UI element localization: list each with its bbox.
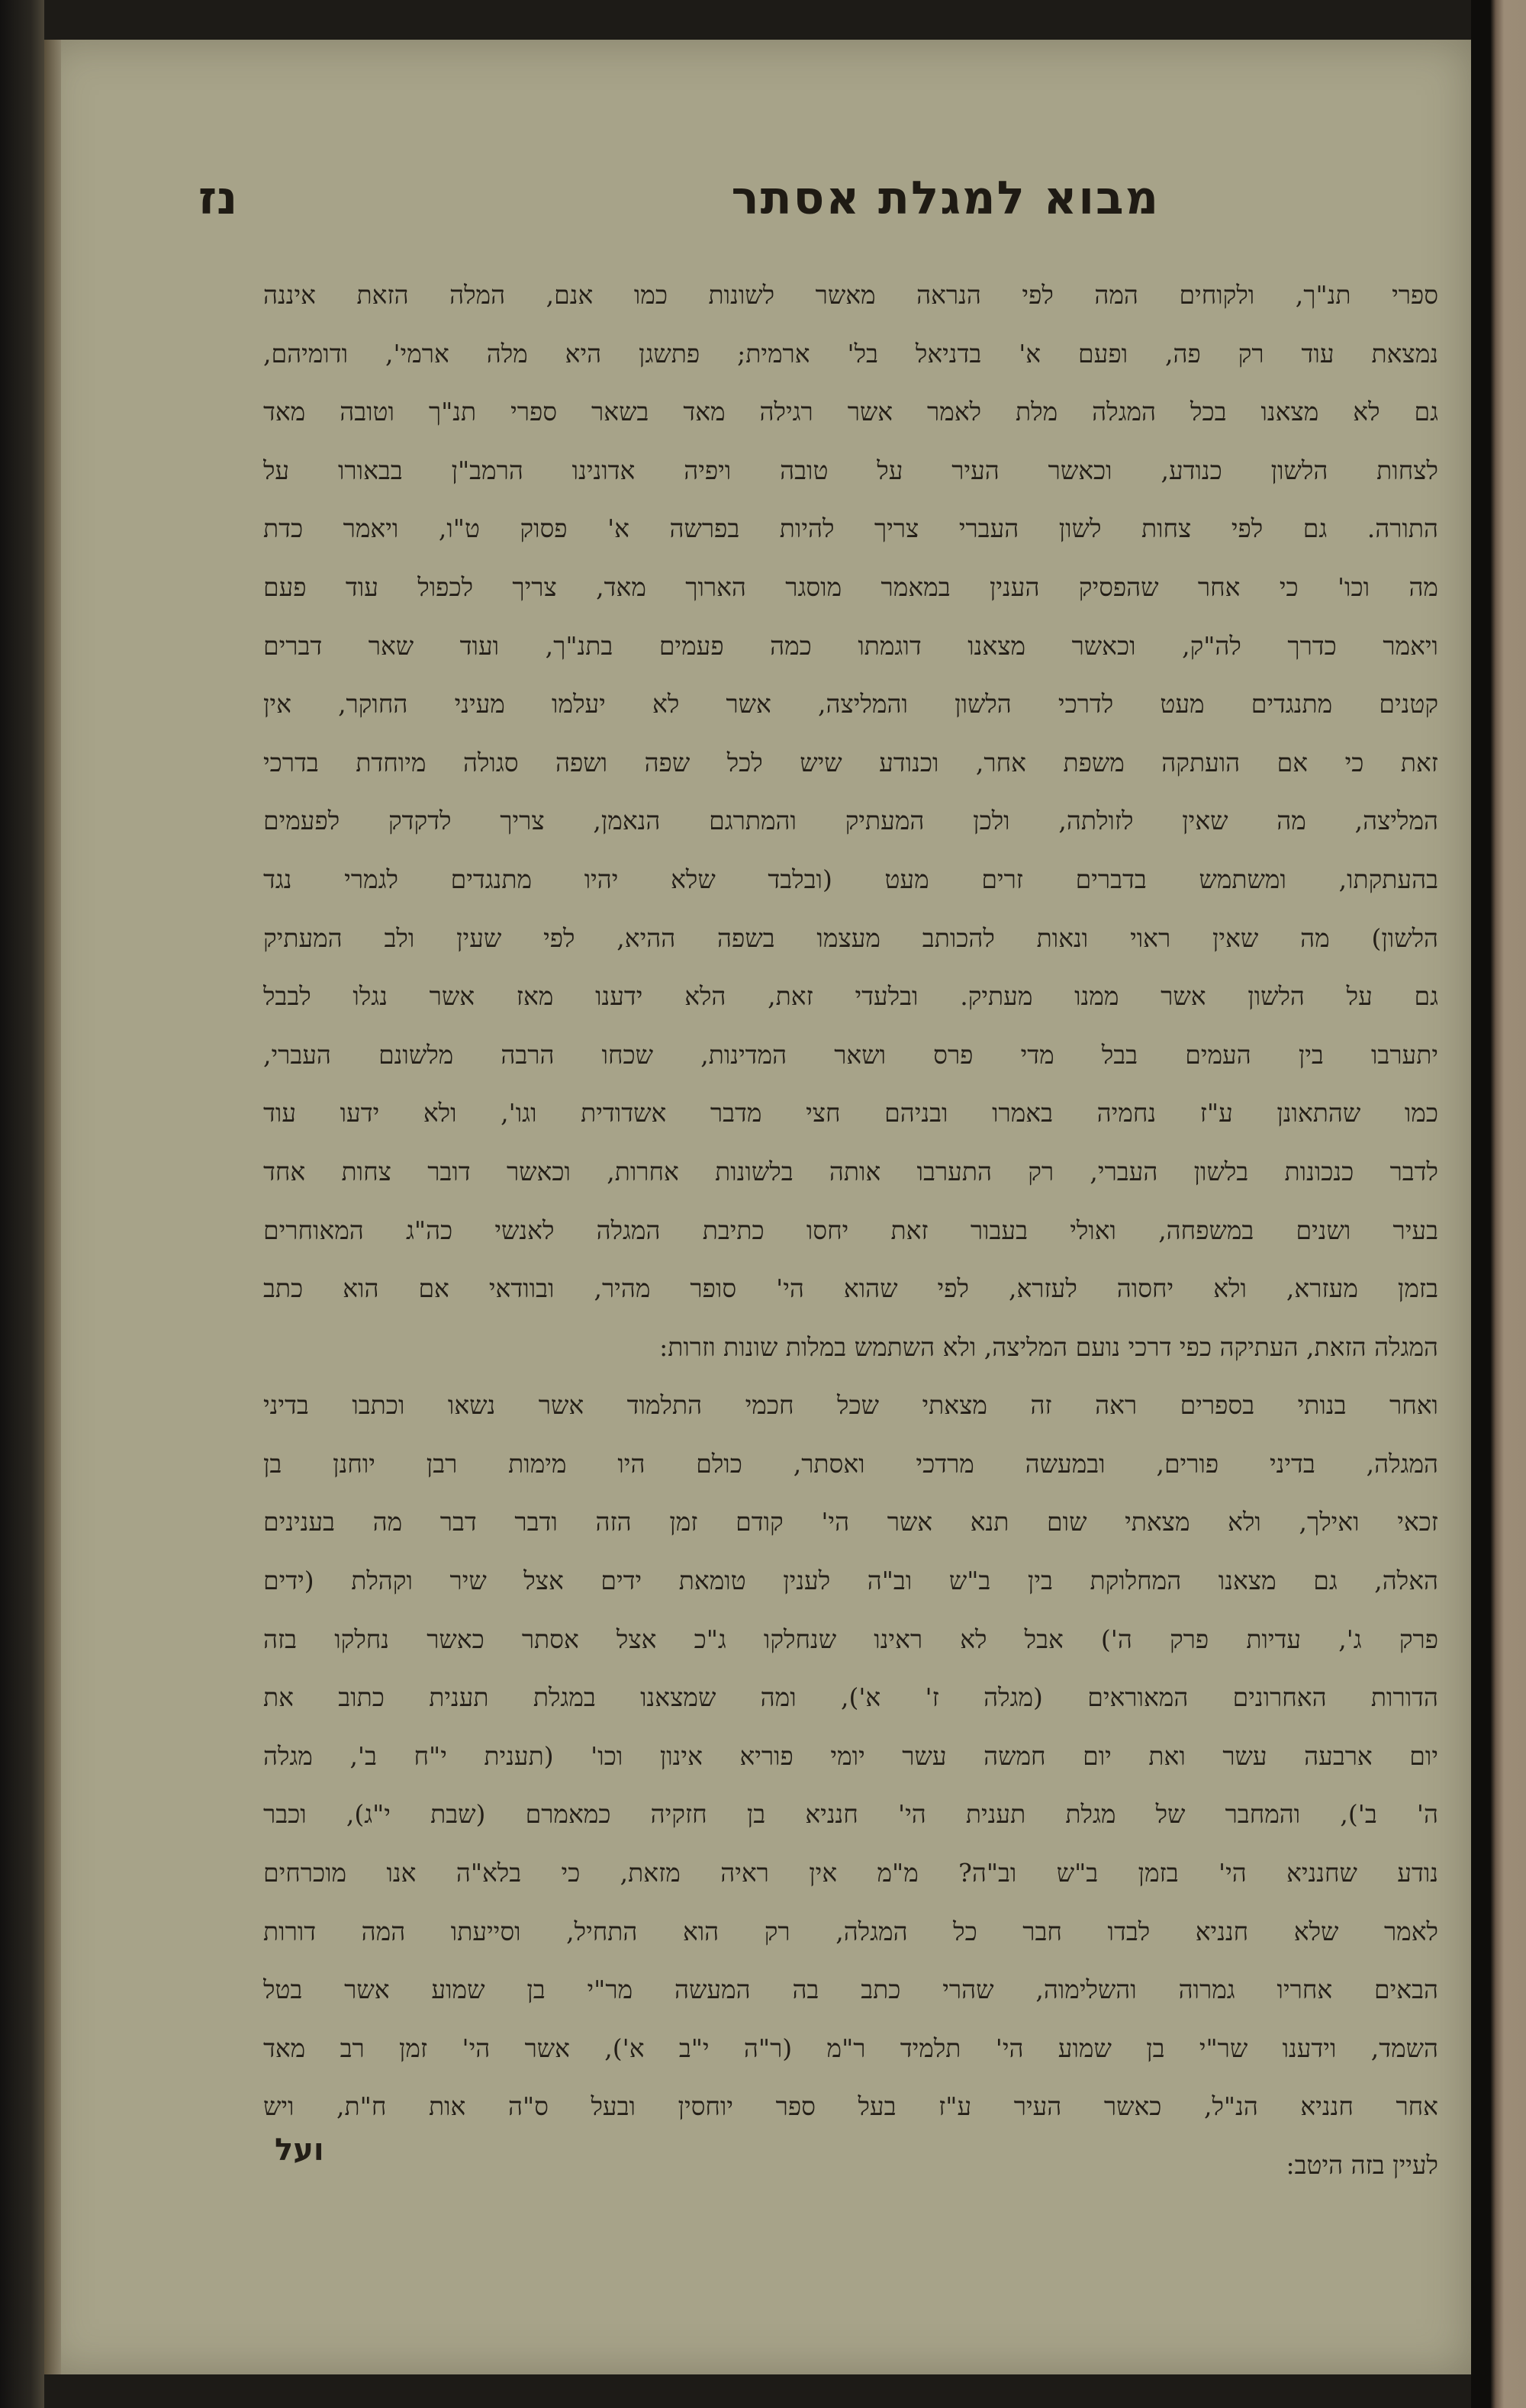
text-line: לדבר כנכונות בלשון העברי, רק התערבו אותה בלשונות אחרות, וכאשר דובר צחות אחד <box>263 1156 1438 1186</box>
facing-page-edge <box>1471 0 1526 2408</box>
text-line: יום ארבעה עשר ואת יום חמשה עשר יומי פוריא אינון וכו' (תענית י"ח ב', מגלה <box>263 1740 1438 1771</box>
text-line: הבאים אחריו גמרוה והשלימוה, שהרי כתב בה המעשה מר"י בן שמוע אשר בטל <box>263 1975 1438 2005</box>
text-line: המגלה, בדיני פורים, ובמעשה מרדכי ואסתר, כולם היו מימות רבן יוחנן בן <box>263 1448 1438 1479</box>
text-line: מה וכו' כי אחר שהפסיק הענין במאמר מוסגר הארוך מאד, צריך לכפול עוד פעם <box>263 571 1438 602</box>
text-line: לצחות הלשון כנודע, וכאשר העיר על טובה ויפיה אדונינו הרמב"ן בבאורו על <box>263 455 1438 485</box>
text-line: האלה, גם מצאנו המחלוקת בין ב"ש וב"ה לענין טומאת ידים אצל שיר וקהלת (ידים <box>263 1566 1438 1596</box>
text-line: כמו שהתאונן ע"ז נחמיה באמרו ובניהם חצי מדבר אשדודית וגו', ולא ידעו עוד <box>263 1098 1438 1128</box>
running-title: מבוא למגלת אסתר <box>731 172 1160 225</box>
text-line: בזמן מעזרא, ולא יחסוה לעזרא, לפי שהוא הי' סופר מהיר, ובוודאי אם הוא כתב <box>263 1273 1438 1304</box>
text-line: ויאמר כדרך לה"ק, וכאשר מצאנו דוגמתו כמה פעמים בתנ"ך, ועוד שאר דברים <box>263 630 1438 661</box>
text-line: המליצה, מה שאין לזולתה, ולכן המעתיק והמתרגם הנאמן, צריך לדקדק לפעמים <box>263 806 1438 836</box>
text-line: לעיין בזה היטב: <box>1286 2150 1438 2180</box>
text-line: לאמר שלא חנניא לבדו חבר כל המגלה, רק הוא התחיל, וסייעתו המה דורות <box>263 1916 1438 1946</box>
text-line: אחר חנניא הנ"ל, כאשר העיר ע"ז בעל ספר יוחסין ובעל ס"ה אות ח"ת, ויש <box>263 2091 1438 2122</box>
text-line: גם לא מצאנו בכל המגלה מלת לאמר אשר רגילה מאד בשאר ספרי תנ"ך וטובה מאד <box>263 397 1438 427</box>
text-line: השמד, וידענו שר"י בן שמוע הי' תלמיד ר"מ (ר"ה י"ב א'), אשר הי' זמן רב מאד <box>263 2033 1438 2063</box>
page-spine-shadow <box>44 40 61 2374</box>
body-text <box>263 271 1438 2200</box>
text-line: גם על הלשון אשר ממנו מעתיק. ובלעדי זאת, הלא ידענו מאז אשר נגלו לבבל <box>263 981 1438 1012</box>
text-line: הדורות האחרונים המאוראים (מגלה ז' א'), ומה שמצאנו במגלת תענית כתוב את <box>263 1682 1438 1713</box>
text-line: בהעתקתו, ומשתמש בדברים זרים מעט (ובלבד שלא יהיו מתנגדים לגמרי נגד <box>263 864 1438 894</box>
text-line: פרק ג', עדיות פרק ה') אבל לא ראינו שנחלקו ג"כ אצל אסתר כאשר נחלקו בזה <box>263 1624 1438 1654</box>
text-line: זכאי ואילך, ולא מצאתי שום תנא אשר הי' קודם זמן הזה ודבר דבר מה בענינים <box>263 1507 1438 1537</box>
text-line: ספרי תנ"ך, ולקוחים המה לפי הנראה מאשר לשונות כמו אנם, המלה הזאת איננה <box>263 280 1438 310</box>
book-gutter-left <box>0 0 44 2408</box>
text-line: זאת כי אם הועתקה משפת אחר, וכנודע שיש לכל שפה ושפה סגולה מיוחדת בדרכי <box>263 747 1438 777</box>
page-number: נז <box>198 172 238 225</box>
text-line: הלשון) מה שאין ראוי ונאות להכותב מעצמו בשפה ההיא, לפי שעין ולב המעתיק <box>263 922 1438 953</box>
text-line: ואחר בנותי בספרים ראה זה מצאתי שכל חכמי התלמוד אשר נשאו וכתבו בדיני <box>263 1390 1438 1421</box>
page-header <box>198 141 1160 256</box>
text-line: יתערבו בין העמים בבל מדי פרס ושאר המדינות, שכחו הרבה מלשונם העברי, <box>263 1039 1438 1070</box>
text-line: התורה. גם לפי צחות לשון העברי צריך להיות בפרשה א' פסוק ט"ו, ויאמר כדת <box>263 513 1438 544</box>
text-line: בעיר ושנים במשפחה, ואולי בעבור זאת יחסו כתיבת המגלה לאנשי כה"ג המאוחרים <box>263 1215 1438 1245</box>
text-line: נודע שחנניא הי' בזמן ב"ש וב"ה? מ"מ אין ראיה מזאת, כי בלא"ה אנו מוכרחים <box>263 1858 1438 1888</box>
text-line: ה' ב'), והמחבר של מגלת תענית הי' חנניא בן חזקיה כמאמרם (שבת י"ג), וכבר <box>263 1799 1438 1830</box>
text-line: קטנים מתנגדים מעט לדרכי הלשון והמליצה, אשר לא יעלמו מעיני החוקר, אין <box>263 689 1438 720</box>
text-line: המגלה הזאת, העתיקה כפי דרכי נועם המליצה, ולא השתמש במלות שונות וזרות: <box>659 1331 1438 1362</box>
text-line: נמצאת עוד רק פה, ופעם א' בדניאל בל' ארמית; פתשגן היא מלה ארמי', ודומיהם, <box>263 338 1438 369</box>
catchword: ועל <box>275 2133 324 2168</box>
